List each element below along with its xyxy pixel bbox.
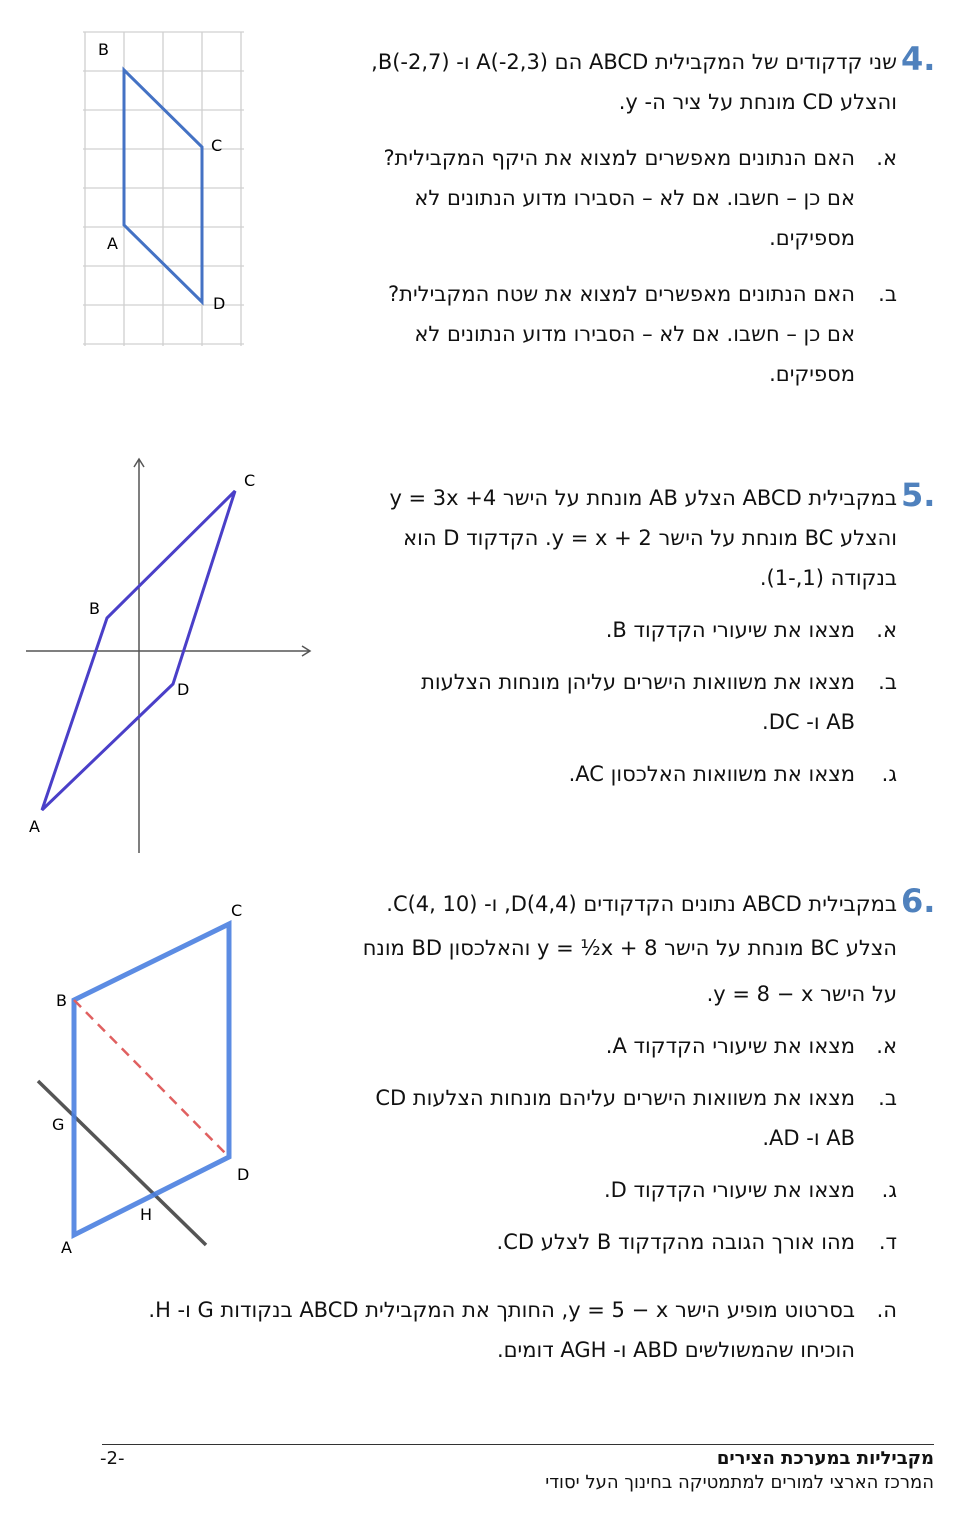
question-5-part-a xyxy=(337,610,897,650)
vertex-label-d: D xyxy=(213,294,226,313)
question-5-line-1: במקבילית ABCD הצלע AB מונחת על הישר y = 3x +4 xyxy=(389,486,897,510)
part-line: מצאו את משוואות האלכסון AC. xyxy=(568,762,855,786)
part-line: אם כן – חשבו. אם לא – הסבירו מדוע הנתונים לא xyxy=(414,322,855,346)
question-4-part-a xyxy=(267,138,897,258)
part-label: ב. xyxy=(878,670,897,694)
question-5-number: 5. xyxy=(901,476,936,514)
question-6-line-2: הצלע BC מונחת על הישר y = ½x + 8 והאלכסון BD מונח xyxy=(362,936,897,960)
footer-divider xyxy=(102,1444,934,1445)
part-line: מצאו את משוואות הישרים עליהן מונחות הצלעות xyxy=(421,670,855,694)
question-6-part-c xyxy=(287,1170,897,1210)
footer-subtitle: המרכז הארצי למורים למתמטיקה בחינוך העל יסודי xyxy=(545,1472,934,1493)
part-line: AB ו- AD. xyxy=(762,1126,855,1150)
vertex-label-a: A xyxy=(107,234,118,253)
point-label-h: H xyxy=(140,1205,153,1224)
part-line: מספיקים. xyxy=(769,362,855,386)
question-4-line-2: והצלע CD מונחת על ציר ה- y. xyxy=(618,90,897,114)
vertex-label-a: A xyxy=(29,817,40,836)
question-6-part-e xyxy=(37,1290,897,1370)
question-5-line-3: בנקודה (1,-1). xyxy=(759,566,897,590)
question-6-part-a xyxy=(287,1026,897,1066)
footer-title: מקביליות במערכת הצירים xyxy=(716,1448,934,1469)
part-line: מצאו את שיעורי הקדקוד A. xyxy=(605,1034,855,1058)
part-label: א. xyxy=(876,146,897,170)
part-line: מספיקים. xyxy=(769,226,855,250)
question-6-line-3: על הישר y = 8 − x. xyxy=(706,982,897,1006)
question-6-part-d xyxy=(287,1222,897,1262)
part-line: מצאו את שיעורי הקדקוד D. xyxy=(603,1178,855,1202)
part-line: מהו אורך הגובה מהקדקוד B לצלע CD. xyxy=(496,1230,855,1254)
line-y-5-minus-x xyxy=(38,1081,206,1245)
vertex-label-d: D xyxy=(177,680,190,699)
vertex-label-c: C xyxy=(244,471,256,490)
part-label: ג. xyxy=(881,762,897,786)
point-label-g: G xyxy=(52,1115,65,1134)
part-label: ב. xyxy=(878,1086,897,1110)
part-line: מצאו את שיעורי הקדקוד B. xyxy=(605,618,855,642)
question-5-part-b xyxy=(337,662,897,742)
part-line: בסרטוט מופיע הישר y = 5 − x, החותך את המקבילית ABCD בנקודות G ו- H. xyxy=(148,1298,855,1322)
part-label: ד. xyxy=(878,1230,897,1254)
vertex-label-b: B xyxy=(56,991,67,1010)
vertex-label-c: C xyxy=(231,901,243,920)
question-4-line-1: שני קדקודים של המקבילית ABCD הם A(-2,3) ו- B(-2,7), xyxy=(371,50,897,74)
question-4-figure xyxy=(80,30,250,350)
question-6-part-e-body xyxy=(37,1290,897,1370)
part-line: האם הנתונים מאפשרים למצוא את שטח המקבילית? xyxy=(388,282,855,306)
question-6-part-b xyxy=(287,1078,897,1158)
part-label: ה. xyxy=(876,1298,897,1322)
part-label: ב. xyxy=(878,282,897,306)
vertex-label-d: D xyxy=(237,1165,250,1184)
part-line: האם הנתונים מאפשרים למצוא את היקף המקבילית? xyxy=(383,146,855,170)
vertex-label-a: A xyxy=(61,1238,72,1257)
part-line: הוכיחו שהמשולשים ABD ו- AGH דומים. xyxy=(496,1338,855,1362)
question-4-part-b xyxy=(267,274,897,394)
part-line: מצאו את משוואות הישרים עליהם מונחות הצלעות CD xyxy=(375,1086,855,1110)
question-5-part-c xyxy=(337,754,897,794)
question-6-number: 6. xyxy=(901,882,936,920)
vertex-label-b: B xyxy=(98,40,109,59)
footer-page-number: -2- xyxy=(100,1448,125,1469)
question-6 xyxy=(287,884,897,1262)
question-5-figure xyxy=(20,455,320,860)
part-label: א. xyxy=(876,618,897,642)
question-5-line-2: והצלע BC מונחת על הישר y = x + 2. הקדקוד D הוא xyxy=(403,526,897,550)
question-6-figure xyxy=(30,895,270,1260)
vertex-label-c: C xyxy=(211,136,223,155)
question-4-number: 4. xyxy=(901,40,936,78)
question-6-line-1: במקבילית ABCD נתונים הקדקודים D(4,4), ו- C(4, 10). xyxy=(386,892,897,916)
question-5 xyxy=(337,478,897,794)
part-label: א. xyxy=(876,1034,897,1058)
part-line: אם כן – חשבו. אם לא – הסבירו מדוע הנתונים לא xyxy=(414,186,855,210)
question-4 xyxy=(267,42,897,394)
diagonal-bd xyxy=(74,1000,229,1157)
axes xyxy=(26,459,310,853)
part-line: AB ו- DC. xyxy=(762,710,855,734)
part-label: ג. xyxy=(881,1178,897,1202)
vertex-label-b: B xyxy=(89,599,100,618)
